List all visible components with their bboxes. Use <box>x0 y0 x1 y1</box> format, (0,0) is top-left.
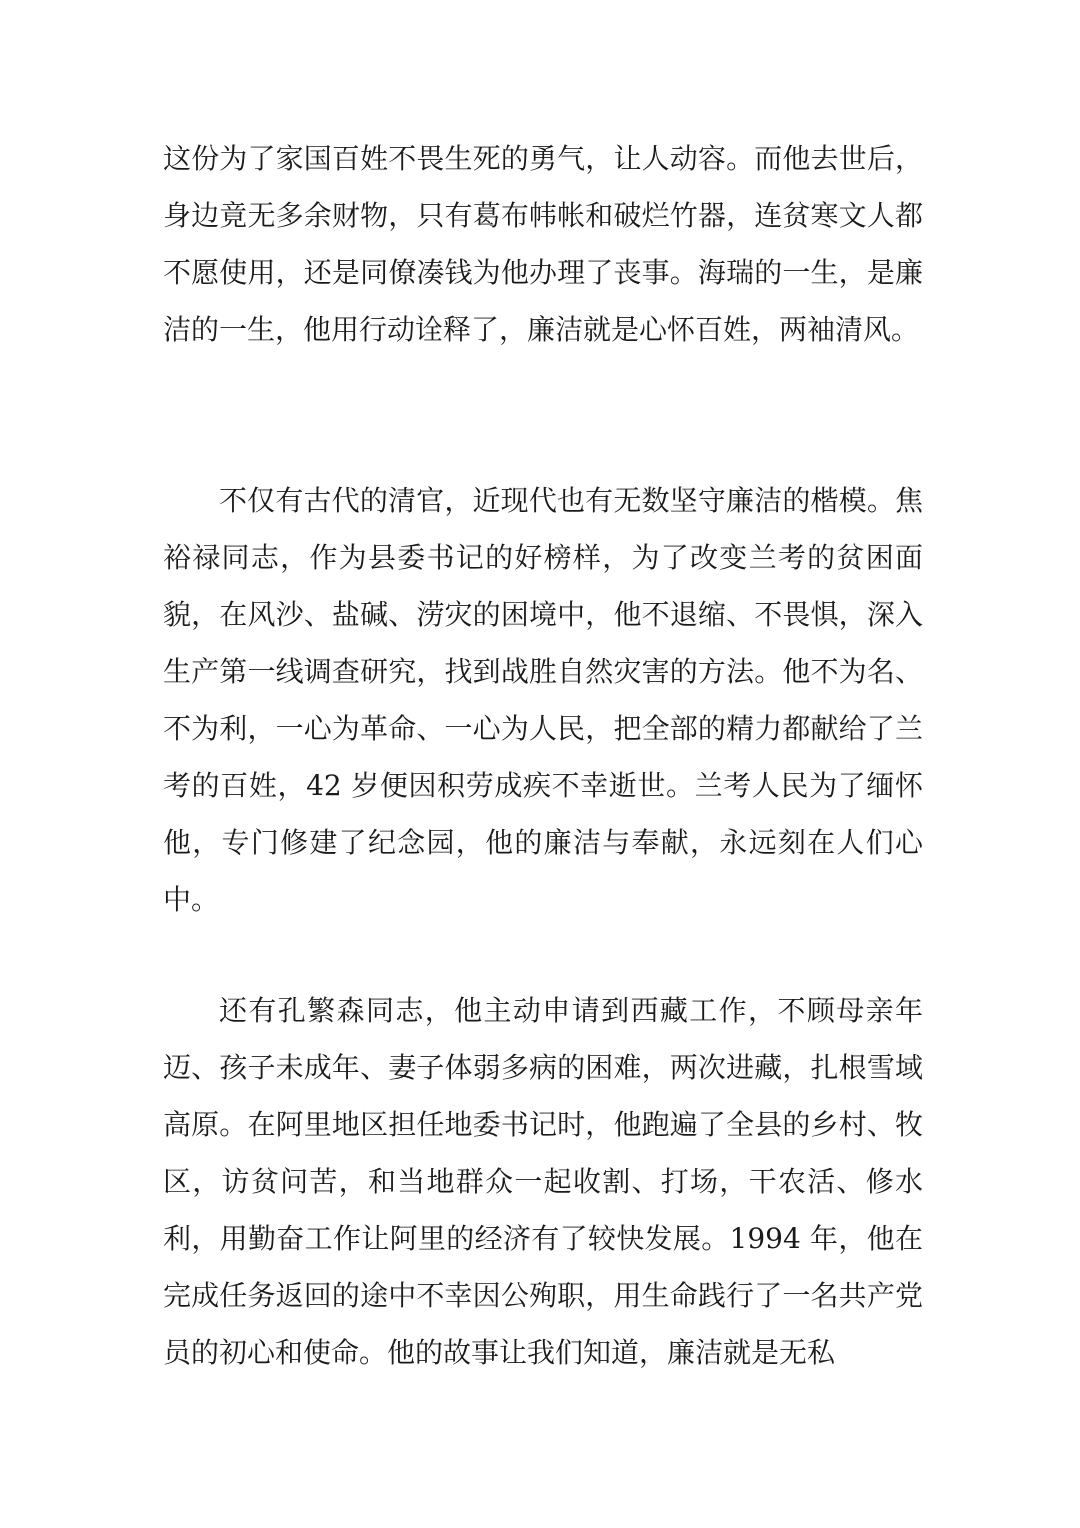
paragraph-hai-rui: 这份为了家国百姓不畏生死的勇气，让人动容。而他去世后，身边竟无多余财物，只有葛布帏帐和破烂竹器，连贫寒文人都不愿使用，还是同僚凑钱为他办理了丧事。海瑞的一生，是廉洁的一生，他用行动诠释了，廉洁就是心怀百姓，两袖清风。 <box>163 142 923 346</box>
paragraph-kong-fansen: 还有孔繁森同志，他主动申请到西藏工作，不顾母亲年迈、孩子未成年、妻子体弱多病的困难，两次进藏，扎根雪域高原。在阿里地区担任地委书记时，他跑遍了全县的乡村、牧区，访贫问苦，和当地群众一起收割、打场，干农活、修水利，用勤奋工作让阿里的经济有了较快发展。1994 年，他在完成任务返回的途中不幸因公殉职，用生命践行了一名共产党员的初心和使命。他的故事让我们知道，廉洁就是无私 <box>163 994 923 1369</box>
paragraph-jiao-yulu: 不仅有古代的清官，近现代也有无数坚守廉洁的楷模。焦裕禄同志，作为县委书记的好榜样，为了改变兰考的贫困面貌，在风沙、盐碱、涝灾的困境中，他不退缩、不畏惧，深入生产第一线调查研究，找到战胜自然灾害的方法。他不为名、不为利，一心为革命、一心为人民，把全部的精力都献给了兰考的百姓，42 岁便因积劳成疾不幸逝世。兰考人民为了缅怀他，专门修建了纪念园，他的廉洁与奉献，永远刻在人们心中。 <box>163 484 923 916</box>
